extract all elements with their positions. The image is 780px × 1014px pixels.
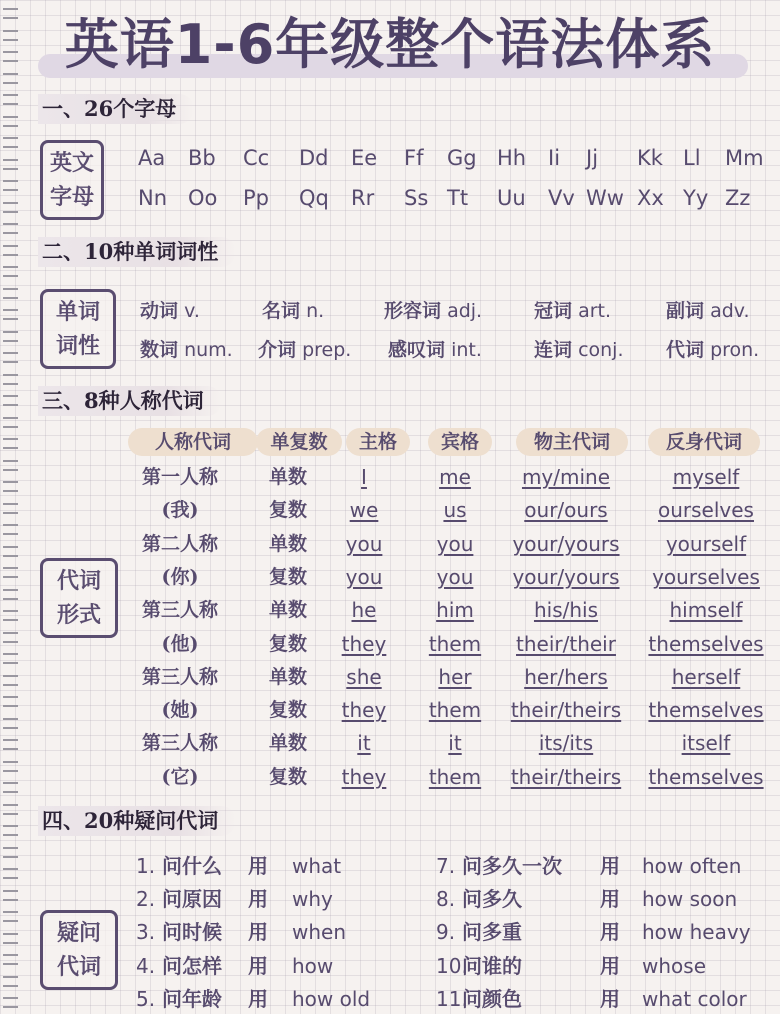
- spiral-ring: [3, 159, 18, 170]
- table-cell: their/theirs: [510, 764, 622, 789]
- spiral-ring: [3, 460, 18, 471]
- pos-chinese: 副词: [666, 300, 705, 322]
- part-of-speech-item: [388, 335, 482, 362]
- question-number: 4.: [136, 953, 156, 978]
- table-cell: our/ours: [524, 498, 608, 523]
- letter-pair: Gg: [447, 146, 477, 170]
- pos-abbreviation: num.: [184, 339, 233, 361]
- spiral-ring: [3, 653, 18, 664]
- table-cell: himself: [669, 598, 743, 623]
- box-label-line2: 代词: [56, 954, 101, 980]
- table-cell: it: [357, 731, 371, 756]
- spiral-ring: [3, 417, 18, 428]
- question-english: why: [292, 887, 333, 912]
- pos-abbreviation: conj.: [578, 339, 624, 361]
- spiral-ring: [3, 116, 18, 127]
- section-heading-pronouns: 三、8种人称代词: [38, 386, 222, 416]
- box-label-line2: 字母: [49, 184, 94, 210]
- question-number: 3.: [136, 920, 156, 945]
- label-box-pronouns: [40, 558, 118, 638]
- table-cell: your/yours: [512, 531, 620, 556]
- table-cell: myself: [672, 465, 740, 489]
- spiral-ring: [3, 632, 18, 643]
- question-english: how old: [292, 986, 371, 1011]
- label-box-parts-of-speech: [40, 289, 116, 369]
- question-number: 5.: [136, 986, 156, 1011]
- pos-abbreviation: art.: [578, 300, 612, 322]
- table-cell: themselves: [648, 698, 764, 723]
- letter-pair: Cc: [243, 146, 270, 170]
- box-label-line1: 单词: [55, 299, 100, 325]
- letter-pair: Ff: [404, 146, 424, 170]
- table-cell: 复数: [268, 565, 307, 588]
- table-cell: 第三人称: [141, 599, 218, 622]
- question-use: 用: [600, 920, 620, 945]
- spiral-ring: [3, 180, 18, 191]
- table-cell: 第三人称: [141, 665, 218, 688]
- spiral-ring: [3, 804, 18, 815]
- question-chinese: 问时候: [162, 920, 222, 945]
- spiral-ring: [3, 438, 18, 449]
- letter-pair: Qq: [299, 186, 329, 210]
- table-header-cell: 物主代词: [516, 428, 628, 456]
- part-of-speech-item: [384, 296, 482, 323]
- table-cell: I: [361, 465, 367, 489]
- table-cell: you: [345, 564, 383, 589]
- spiral-ring: [3, 266, 18, 277]
- table-cell: they: [341, 764, 387, 789]
- table-cell: (它): [161, 765, 199, 788]
- table-cell: their/theirs: [510, 698, 622, 723]
- table-cell: (他): [161, 632, 199, 655]
- table-cell: he: [351, 598, 377, 623]
- table-cell: 复数: [268, 499, 307, 522]
- spiral-ring: [3, 890, 18, 901]
- letter-pair: Uu: [497, 186, 526, 210]
- table-cell: 第一人称: [141, 466, 218, 488]
- question-chinese: 问颜色: [462, 986, 522, 1011]
- spiral-ring: [3, 481, 18, 492]
- table-cell: them: [428, 764, 482, 789]
- spiral-ring: [3, 696, 18, 707]
- spiral-ring: [3, 718, 18, 729]
- table-cell: you: [436, 564, 474, 589]
- part-of-speech-item: [666, 335, 759, 362]
- spiral-ring: [3, 675, 18, 686]
- letter-pair: Jj: [586, 146, 599, 170]
- table-cell: (她): [161, 699, 199, 722]
- letter-pair: Oo: [188, 186, 218, 210]
- table-cell: we: [349, 498, 379, 523]
- letter-pair: Kk: [637, 146, 663, 170]
- letter-pair: Ll: [683, 146, 701, 170]
- pos-chinese: 冠词: [534, 300, 573, 322]
- letter-pair: Ii: [548, 146, 561, 170]
- pos-abbreviation: v.: [184, 300, 200, 322]
- table-cell: 单数: [268, 466, 307, 488]
- pos-chinese: 感叹词: [388, 339, 446, 361]
- spiral-ring: [3, 331, 18, 342]
- table-cell: me: [439, 465, 471, 489]
- box-label-line1: 代词: [56, 568, 101, 594]
- section-heading-interrogatives: 四、20种疑问代词: [38, 806, 236, 836]
- letter-pair: Ss: [404, 186, 429, 210]
- letter-pair: Ee: [351, 146, 378, 170]
- table-cell: yourself: [665, 531, 747, 556]
- table-cell: yourselves: [652, 564, 760, 589]
- table-header-cell: 宾格: [428, 428, 492, 456]
- letter-pair: Zz: [725, 186, 751, 210]
- question-english: what: [292, 854, 342, 878]
- spiral-ring: [3, 976, 18, 987]
- spiral-ring: [3, 288, 18, 299]
- table-cell: they: [341, 631, 387, 656]
- box-label-line1: 疑问: [56, 920, 101, 946]
- question-chinese: 问什么: [162, 854, 222, 878]
- question-use: 用: [600, 854, 620, 878]
- table-cell: (我): [161, 499, 199, 522]
- question-chinese: 问多久一次: [462, 854, 562, 878]
- table-cell: us: [443, 498, 467, 523]
- letter-pair: Tt: [447, 186, 469, 210]
- spiral-ring: [3, 847, 18, 858]
- table-cell: ourselves: [658, 498, 754, 523]
- section-heading-letters: 一、26个字母: [38, 94, 194, 124]
- spiral-ring: [3, 567, 18, 578]
- question-use: 用: [600, 953, 620, 978]
- table-cell: themselves: [648, 764, 764, 789]
- question-number: 11.: [436, 986, 468, 1011]
- table-cell: 复数: [268, 699, 307, 722]
- spiral-ring: [3, 524, 18, 535]
- question-number: 9.: [436, 920, 456, 945]
- question-number: 1.: [136, 854, 156, 878]
- spiral-ring: [3, 589, 18, 600]
- part-of-speech-item: [258, 335, 351, 362]
- question-number: 10.: [436, 953, 468, 978]
- part-of-speech-item: [262, 296, 324, 323]
- table-header-cell: 反身代词: [648, 428, 760, 456]
- table-header-cell: 人称代词: [128, 428, 258, 456]
- box-label-line2: 形式: [56, 602, 101, 628]
- question-use: 用: [600, 986, 620, 1011]
- table-cell: 单数: [268, 599, 307, 622]
- pos-abbreviation: adv.: [710, 300, 750, 322]
- table-cell: my/mine: [521, 465, 611, 489]
- pos-chinese: 名词: [262, 300, 301, 322]
- question-english: what color: [642, 986, 747, 1011]
- question-use: 用: [248, 953, 268, 978]
- spiral-binding: [0, 0, 22, 1009]
- pos-chinese: 动词: [140, 300, 179, 322]
- pos-chinese: 连词: [534, 339, 573, 361]
- table-cell: 复数: [268, 765, 307, 788]
- table-cell: you: [436, 531, 474, 556]
- letter-pair: Dd: [299, 146, 329, 170]
- label-box-interrogatives: [40, 910, 118, 990]
- table-cell: her/hers: [524, 664, 608, 689]
- letter-pair: Ww: [586, 186, 624, 210]
- letter-pair: Yy: [683, 186, 709, 210]
- question-number: 2.: [136, 887, 156, 912]
- pos-chinese: 数词: [140, 339, 179, 361]
- letter-pair: Bb: [188, 146, 216, 170]
- question-use: 用: [248, 986, 268, 1011]
- table-cell: herself: [671, 664, 741, 689]
- table-cell: she: [346, 664, 382, 689]
- spiral-ring: [3, 202, 18, 213]
- pos-chinese: 介词: [258, 339, 297, 361]
- part-of-speech-item: [140, 296, 200, 323]
- pos-abbreviation: int.: [451, 339, 482, 361]
- spiral-ring: [3, 954, 18, 965]
- table-cell: 单数: [268, 532, 307, 555]
- part-of-speech-item: [140, 335, 233, 362]
- table-cell: 单数: [268, 732, 307, 755]
- spiral-ring: [3, 503, 18, 514]
- table-header-cell: 主格: [346, 428, 410, 456]
- question-number: 8.: [436, 887, 456, 912]
- question-chinese: 问谁的: [462, 953, 522, 978]
- question-use: 用: [248, 854, 268, 878]
- spiral-ring: [3, 137, 18, 148]
- pos-chinese: 形容词: [384, 300, 442, 322]
- table-cell: 单数: [268, 665, 307, 688]
- table-cell: him: [436, 598, 474, 623]
- spiral-ring: [3, 223, 18, 234]
- table-cell: your/yours: [512, 564, 620, 589]
- letter-pair: Pp: [243, 186, 269, 210]
- spiral-ring: [3, 245, 18, 256]
- question-chinese: 问怎样: [162, 953, 222, 978]
- question-english: how: [292, 953, 334, 978]
- question-number: 7.: [436, 854, 456, 878]
- spiral-ring: [3, 825, 18, 836]
- part-of-speech-item: [534, 335, 624, 362]
- pos-abbreviation: pron.: [710, 339, 760, 361]
- spiral-ring: [3, 782, 18, 793]
- spiral-ring: [3, 868, 18, 879]
- spiral-ring: [3, 395, 18, 406]
- question-english: when: [292, 920, 347, 945]
- table-cell: they: [341, 698, 387, 723]
- table-cell: itself: [681, 731, 731, 756]
- letter-pair: Rr: [351, 186, 375, 210]
- question-use: 用: [600, 887, 620, 912]
- pos-abbreviation: n.: [306, 300, 325, 322]
- spiral-ring: [3, 761, 18, 772]
- table-cell: his/his: [533, 598, 599, 623]
- table-cell: them: [428, 698, 482, 723]
- section-heading-parts-of-speech: 二、10种单词词性: [38, 237, 236, 267]
- question-chinese: 问年龄: [162, 986, 222, 1011]
- pos-abbreviation: prep.: [302, 339, 352, 361]
- pos-abbreviation: adj.: [447, 300, 483, 322]
- spiral-ring: [3, 911, 18, 922]
- question-chinese: 问多久: [462, 887, 522, 912]
- table-cell: (你): [161, 565, 199, 588]
- page-title: 英语1-6年级整个语法体系: [64, 13, 716, 76]
- spiral-ring: [3, 997, 18, 1008]
- label-box-letters: [40, 140, 104, 220]
- table-cell: their/their: [516, 631, 616, 656]
- table-cell: them: [428, 631, 482, 656]
- question-use: 用: [248, 887, 268, 912]
- part-of-speech-item: [666, 296, 750, 323]
- letter-pair: Aa: [138, 146, 166, 170]
- box-label-line2: 词性: [55, 333, 100, 359]
- letter-pair: Xx: [637, 186, 664, 210]
- letter-pair: Vv: [548, 186, 575, 210]
- table-cell: it: [448, 731, 462, 756]
- table-header-cell: 单复数: [256, 428, 342, 456]
- question-english: how heavy: [642, 920, 751, 945]
- part-of-speech-item: [534, 296, 611, 323]
- table-cell: themselves: [648, 631, 764, 656]
- table-cell: 第二人称: [141, 532, 218, 555]
- spiral-ring: [3, 309, 18, 320]
- spiral-ring: [3, 739, 18, 750]
- table-cell: 第三人称: [141, 732, 218, 755]
- question-english: whose: [642, 953, 706, 978]
- spiral-ring: [3, 610, 18, 621]
- letter-pair: Hh: [497, 146, 527, 170]
- table-cell: her: [438, 664, 472, 689]
- spiral-ring: [3, 352, 18, 363]
- spiral-ring: [3, 933, 18, 944]
- spiral-ring: [3, 374, 18, 385]
- pos-chinese: 代词: [666, 339, 705, 361]
- question-english: how soon: [642, 887, 738, 912]
- box-label-line1: 英文: [49, 150, 94, 176]
- table-cell: you: [345, 531, 383, 556]
- question-use: 用: [248, 920, 268, 945]
- question-english: how often: [642, 854, 742, 878]
- question-chinese: 问原因: [162, 887, 222, 912]
- spiral-ring: [3, 546, 18, 557]
- spiral-ring: [3, 94, 18, 105]
- table-cell: its/its: [538, 731, 594, 756]
- table-cell: 复数: [268, 632, 307, 655]
- letter-pair: Nn: [138, 186, 168, 210]
- letter-pair: Mm: [725, 146, 764, 170]
- question-chinese: 问多重: [462, 920, 522, 945]
